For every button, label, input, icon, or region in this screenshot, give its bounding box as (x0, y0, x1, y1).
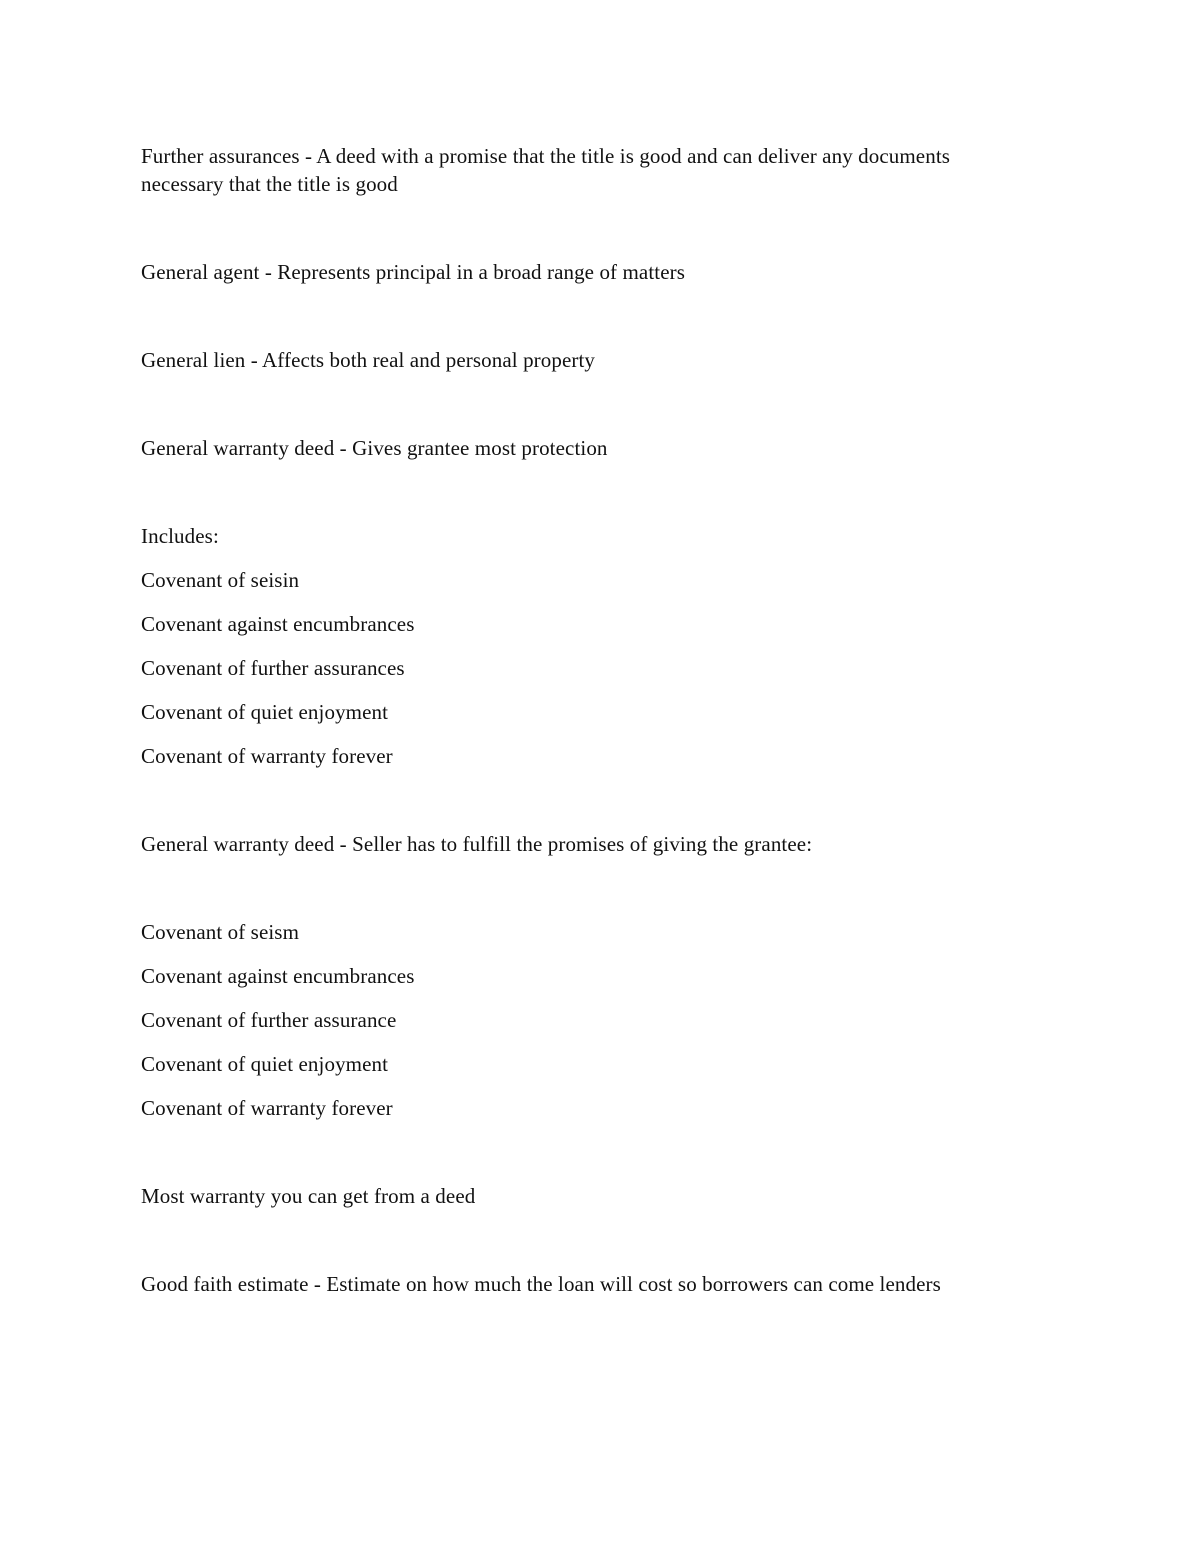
general-lien-entry: General lien - Affects both real and personal property (141, 348, 596, 372)
includes-item: Covenant of warranty forever (141, 744, 393, 768)
general-agent-entry: General agent - Represents principal in a broad range of matters (141, 260, 686, 284)
includes-item: Covenant of quiet enjoyment (141, 700, 389, 724)
further-assurances-line-1: Further assurances - A deed with a promise that the title is good and can deliver any documents (141, 144, 951, 168)
good-faith-estimate-entry: Good faith estimate - Estimate on how much the loan will cost so borrowers can come lenders (141, 1272, 941, 1296)
includes-item: Covenant against encumbrances (141, 612, 415, 636)
further-assurances-line-2: necessary that the title is good (141, 172, 398, 196)
includes-item: Covenant of seisin (141, 568, 300, 592)
promises-item: Covenant of further assurance (141, 1008, 397, 1032)
includes-label: Includes: (141, 524, 219, 548)
most-warranty-entry: Most warranty you can get from a deed (141, 1184, 476, 1208)
promises-item: Covenant of quiet enjoyment (141, 1052, 389, 1076)
promises-item: Covenant of seism (141, 920, 300, 944)
general-warranty-deed-seller-entry: General warranty deed - Seller has to fulfill the promises of giving the grantee: (141, 832, 813, 856)
promises-item: Covenant against encumbrances (141, 964, 415, 988)
general-warranty-deed-entry: General warranty deed - Gives grantee most protection (141, 436, 608, 460)
promises-item: Covenant of warranty forever (141, 1096, 393, 1120)
includes-item: Covenant of further assurances (141, 656, 405, 680)
